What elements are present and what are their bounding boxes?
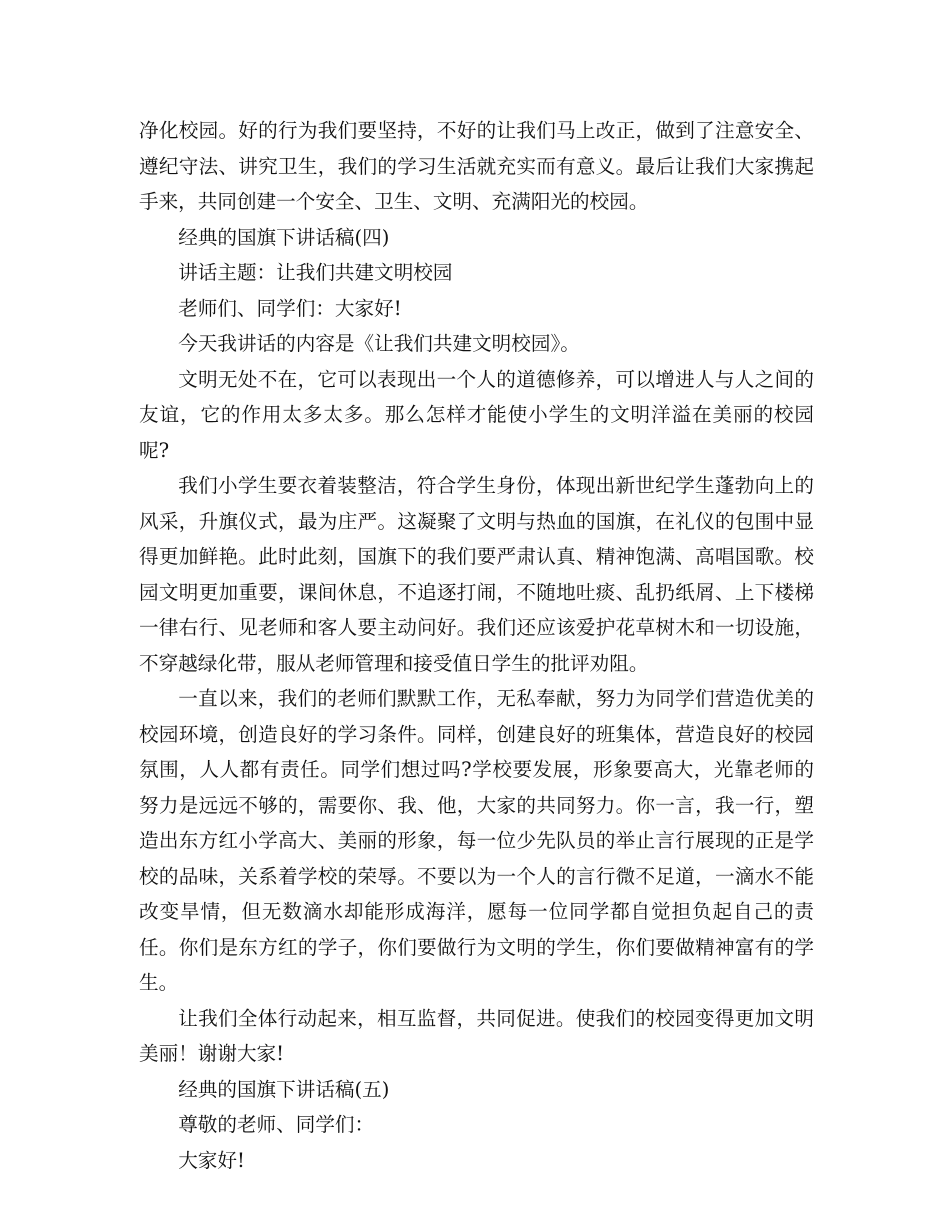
document-body — [139, 113, 814, 1178]
speech-theme: 讲话主题：让我们共建文明校园 — [178, 261, 453, 284]
speech-topic: 今天我讲话的内容是《让我们共建文明校园》。 — [178, 332, 580, 355]
paragraph: 文明无处不在，它可以表现出一个人的道德修养，可以增进人与人之间的友谊，它的作用太多太多。那么怎样才能使小学生的文明洋溢在美丽的校园呢? — [139, 367, 814, 462]
salutation: 尊敬的老师、同学们： — [178, 1113, 375, 1136]
paragraph: 我们小学生要衣着装整洁，符合学生身份，体现出新世纪学生蓬勃向上的风采，升旗仪式，最为庄严。这凝聚了文明与热血的国旗，在礼仪的包围中显得更加鲜艳。此时此刻，国旗下的我们要严肃认真、精神饱满、高唱国歌。校园文明更加重要，课间休息，不追逐打闹，不随地吐痰、乱扔纸屑、上下楼梯一律右行、见老师和客人要主动问好。我们还应该爱护花草树木和一切设施，不穿越绿化带，服从老师管理和接受值日学生的批评劝阻。 — [139, 474, 814, 675]
section-heading-4: 经典的国旗下讲话稿(四) — [178, 225, 390, 249]
paragraph: 让我们全体行动起来，相互监督，共同促进。使我们的校园变得更加文明美丽！谢谢大家! — [139, 1006, 814, 1065]
section-heading-5: 经典的国旗下讲话稿(五) — [178, 1077, 390, 1101]
greeting: 大家好! — [178, 1148, 245, 1172]
paragraph-continuation: 净化校园。好的行为我们要坚持，不好的让我们马上改正，做到了注意安全、遵纪守法、讲究卫生，我们的学习生活就充实而有意义。最后让我们大家携起手来，共同创建一个安全、卫生、文明、充满阳光的校园。 — [139, 119, 814, 213]
paragraph: 一直以来，我们的老师们默默工作，无私奉献，努力为同学们营造优美的校园环境，创造良好的学习条件。同样，创建良好的班集体，营造良好的校园氛围，人人都有责任。同学们想过吗?学校要发展，形象要高大，光靠老师的努力是远远不够的，需要你、我、他，大家的共同努力。你一言，我一行，塑造出东方红小学高大、美丽的形象，每一位少先队员的举止言行展现的正是学校的品味，关系着学校的荣辱。不要以为一个人的言行微不足道，一滴水不能改变旱情，但无数滴水却能形成海洋，愿每一位同学都自觉担负起自己的责任。你们是东方红的学子，你们要做行为文明的学生，你们要做精神富有的学生。 — [139, 687, 814, 994]
greeting: 老师们、同学们：大家好! — [178, 296, 402, 320]
